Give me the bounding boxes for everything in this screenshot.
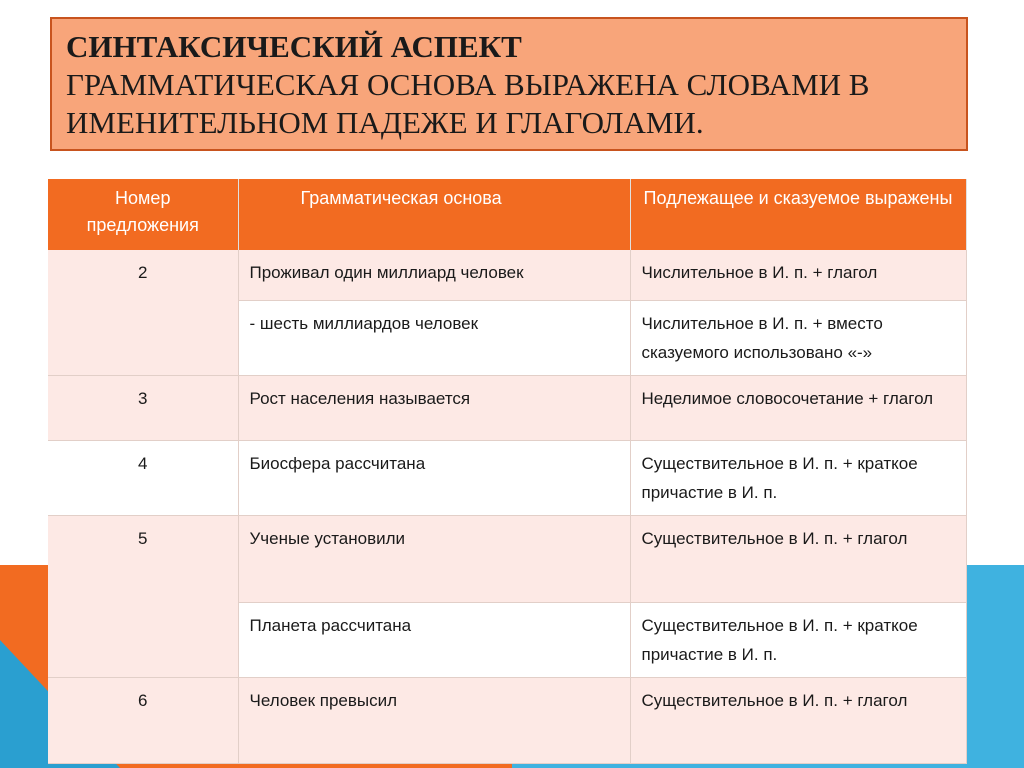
table-row (48, 677, 966, 763)
cell-number: 3 (48, 375, 238, 440)
table-row (48, 440, 966, 515)
table-row (48, 515, 966, 602)
cell-basis: Человек превысил (238, 677, 630, 763)
cell-expression: Числительное в И. п. + вместо сказуемого использовано «-» (630, 300, 966, 375)
header-expression: Подлежащее и сказуемое выражены (630, 179, 966, 250)
table-row (48, 375, 966, 440)
table-header-row (48, 179, 966, 250)
cell-expression: Существительное в И. п. + глагол (630, 677, 966, 763)
cell-basis: Биосфера рассчитана (238, 440, 630, 515)
slide-title-box (50, 17, 968, 151)
cell-expression: Неделимое словосочетание + глагол (630, 375, 966, 440)
cell-basis: Планета рассчитана (238, 602, 630, 677)
syntax-table (48, 179, 967, 764)
header-grammatical-basis: Грамматическая основа (238, 179, 630, 250)
cell-expression: Существительное в И. п. + краткое причастие в И. п. (630, 440, 966, 515)
cell-basis: Рост населения называется (238, 375, 630, 440)
cell-number: 2 (48, 250, 238, 375)
cell-expression: Существительное в И. п. + глагол (630, 515, 966, 602)
slide-subtitle: ГРАММАТИЧЕСКАЯ ОСНОВА ВЫРАЖЕНА СЛОВАМИ В ИМЕНИТЕЛЬНОМ ПАДЕЖЕ И ГЛАГОЛАМИ. (66, 67, 870, 140)
cell-expression: Существительное в И. п. + краткое причастие в И. п. (630, 602, 966, 677)
slide-title: СИНТАКСИЧЕСКИЙ АСПЕКТ (66, 29, 522, 64)
header-sentence-number: Номер предложения (48, 179, 238, 250)
cell-basis: - шесть миллиардов человек (238, 300, 630, 375)
cell-number: 4 (48, 440, 238, 515)
table-row (48, 250, 966, 300)
cell-expression: Числительное в И. п. + глагол (630, 250, 966, 300)
cell-basis: Проживал один миллиард человек (238, 250, 630, 300)
cell-number: 6 (48, 677, 238, 763)
cell-number: 5 (48, 515, 238, 677)
cell-basis: Ученые установили (238, 515, 630, 602)
